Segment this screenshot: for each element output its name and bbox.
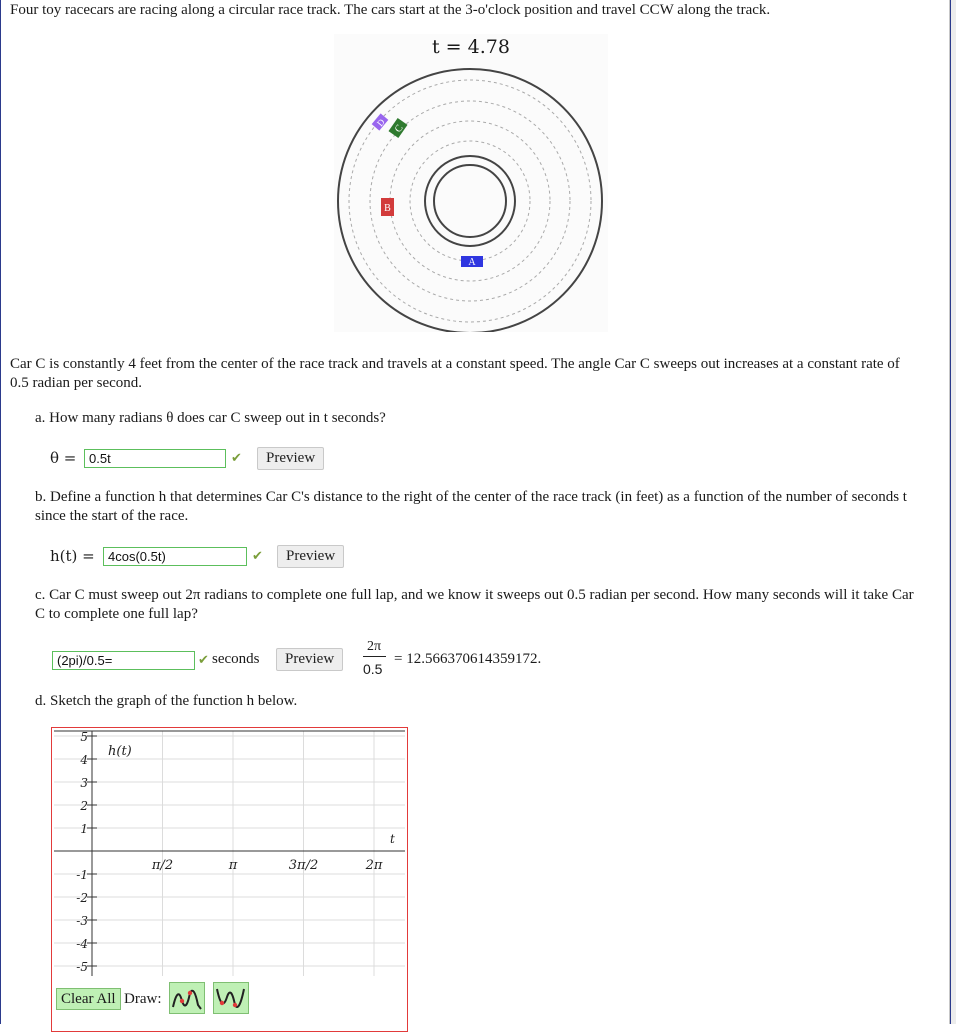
sketch-graph-canvas[interactable] xyxy=(52,728,407,978)
sketch-graph-panel xyxy=(51,727,408,1032)
theta-label: θ = xyxy=(50,449,77,467)
x-tick-label: 3π/2 xyxy=(288,858,319,873)
part-d-question: d. Sketch the graph of the function h below. xyxy=(35,693,298,709)
intro-text: Four toy racecars are racing along a circular race track. The cars start at the 3-o'clock position and travel CCW along the track. xyxy=(10,2,771,18)
preview-fraction-bar xyxy=(363,656,386,657)
y-tick-label: 3 xyxy=(80,776,88,790)
x-axis-label: t xyxy=(390,832,395,846)
lap-time-input[interactable]: (2pi)/0.5= xyxy=(52,651,195,670)
draw-cosine-tool-icon[interactable] xyxy=(213,982,249,1014)
correct-check-icon: ✔ xyxy=(231,451,242,466)
preview-button-c[interactable]: Preview xyxy=(276,648,343,671)
part-c-question: c. Car C must sweep out 2π radians to complete one full lap, and we know it sweeps out 0.5 radian per second. How many seconds will it take Car C to complete one full lap? xyxy=(35,587,914,622)
seconds-unit-label: seconds xyxy=(212,651,260,667)
preview-fraction-denominator: 0.5 xyxy=(363,661,383,677)
track-inner-edge xyxy=(425,156,515,246)
x-tick-label: 2π xyxy=(365,858,383,873)
clear-all-button[interactable]: Clear All xyxy=(56,988,121,1010)
svg-text:A: A xyxy=(468,257,476,268)
window-left-border xyxy=(0,0,1,1024)
y-tick-label: 5 xyxy=(80,730,88,744)
car-c xyxy=(388,118,408,139)
theta-answer-input[interactable]: 0.5t xyxy=(84,449,226,468)
x-tick-label: π/2 xyxy=(151,858,174,873)
preview-button-b[interactable]: Preview xyxy=(277,545,344,568)
y-tick-label: -5 xyxy=(76,960,88,974)
track-outer-edge xyxy=(338,69,602,332)
y-axis-label: h(t) xyxy=(108,744,132,759)
problem-description: Car C is constantly 4 feet from the center of the race track and travels at a constant speed. The angle Car C sweeps out increases at a constant rate of 0.5 radian per second. xyxy=(10,356,900,391)
time-label: t = 4.78 xyxy=(432,36,510,58)
race-track-svg xyxy=(334,34,608,332)
race-track-animation xyxy=(334,34,608,332)
y-tick-label: -2 xyxy=(76,891,88,905)
preview-result: = 12.566370614359172. xyxy=(394,651,542,667)
y-tick-label: -3 xyxy=(76,914,88,928)
y-tick-label: -1 xyxy=(76,868,88,882)
draw-label: Draw: xyxy=(124,991,162,1007)
part-b-question: b. Define a function h that determines Car C's distance to the right of the center of the race track (in feet) as a function of the number of seconds t since the start of the race. xyxy=(35,489,907,524)
svg-text:D: D xyxy=(374,116,387,129)
preview-button-a[interactable]: Preview xyxy=(257,447,324,470)
correct-check-icon: ✔ xyxy=(198,653,209,668)
y-tick-label: 4 xyxy=(80,753,88,767)
y-tick-label: 1 xyxy=(80,822,88,836)
svg-text:B: B xyxy=(384,203,391,214)
draw-sine-tool-icon[interactable] xyxy=(169,982,205,1014)
scrollbar-track[interactable] xyxy=(949,0,956,1024)
lane-4 xyxy=(410,141,530,261)
y-tick-label: -4 xyxy=(76,937,88,951)
part-a-question: a. How many radians θ does car C sweep out in t seconds? xyxy=(35,410,386,426)
car-d xyxy=(372,113,389,131)
correct-check-icon: ✔ xyxy=(252,549,263,564)
preview-fraction-numerator: 2π xyxy=(366,639,382,654)
svg-text:C: C xyxy=(392,122,406,135)
car-b xyxy=(381,198,394,216)
infield-circle xyxy=(434,165,506,237)
h-function-label: h(t) = xyxy=(50,547,95,565)
car-a xyxy=(461,256,483,268)
h-function-input[interactable]: 4cos(0.5t) xyxy=(103,547,247,566)
y-tick-label: 2 xyxy=(80,799,88,813)
x-tick-label: π xyxy=(228,858,238,873)
